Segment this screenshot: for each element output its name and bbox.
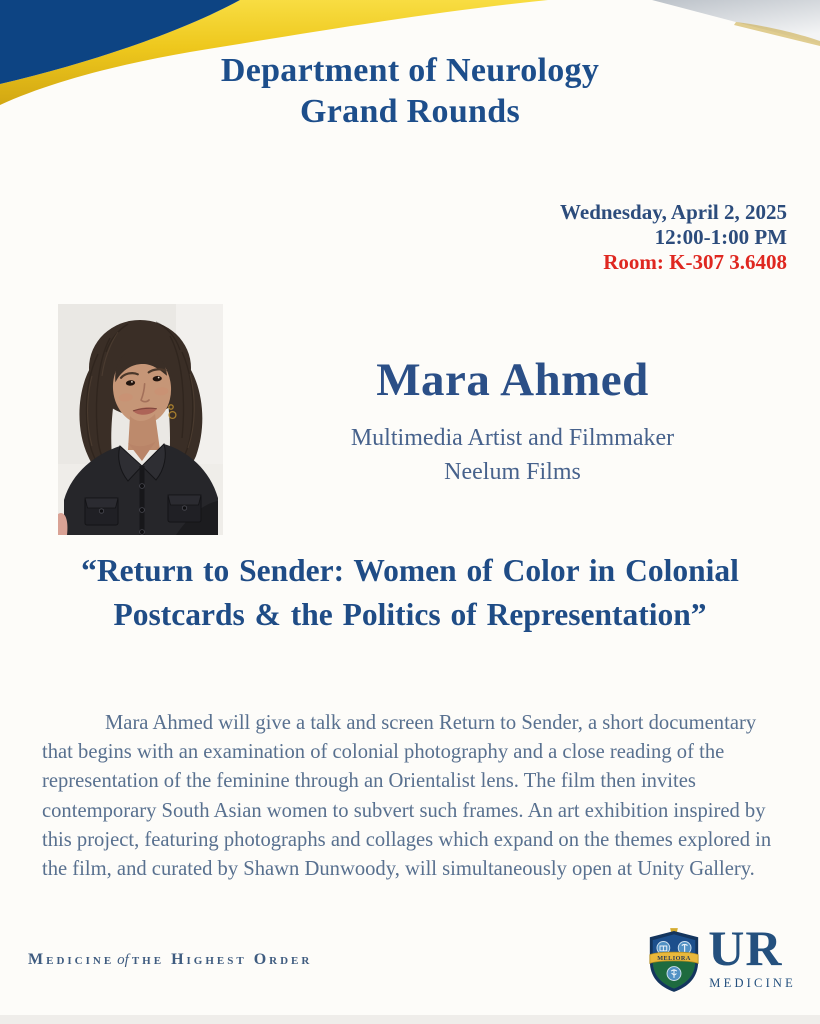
speaker-name: Mara Ahmed bbox=[376, 354, 649, 406]
footer-tagline bbox=[28, 951, 312, 969]
ur-medicine-logo-text bbox=[708, 920, 796, 991]
tagline-medicine: Medicine bbox=[28, 951, 115, 968]
speaker-block bbox=[240, 354, 785, 487]
speaker-role: Multimedia Artist and Filmmaker bbox=[350, 425, 675, 451]
speaker-organization: Neelum Films bbox=[444, 459, 581, 485]
ur-medicine-logo bbox=[645, 920, 796, 995]
ur-shield-icon bbox=[645, 925, 703, 995]
bottom-edge-band bbox=[0, 1015, 820, 1024]
logo-secondary-text: MEDICINE bbox=[709, 976, 796, 990]
talk-title-wrap bbox=[0, 549, 820, 636]
speaker-portrait-image bbox=[58, 304, 223, 535]
page-title bbox=[0, 50, 820, 132]
tagline-rest: the Highest Order bbox=[131, 951, 313, 968]
event-details bbox=[560, 200, 787, 275]
tagline-of: of bbox=[117, 952, 129, 968]
talk-title: “Return to Sender: Women of Color in Colonial Postcards & the Politics of Representation” bbox=[81, 553, 739, 632]
event-room: Room: K-307 3.6408 bbox=[603, 250, 787, 274]
shield-motto-text: MELIORA bbox=[657, 954, 692, 962]
event-time: 12:00-1:00 PM bbox=[654, 225, 787, 249]
abstract-paragraph: Mara Ahmed will give a talk and screen Return to Sender, a short documentary that begins with an examination of colonial photography and a close reading of the representation of the feminine through an Orientalist lens. The film then invites contemporary South Asian women to subvert such frames. An art exhibition inspired by this project, featuring photographs and collages which expand on the themes explored in the film, and curated by Shawn Dunwoody, will simultaneously open at Unity Gallery. bbox=[42, 712, 772, 881]
event-date: Wednesday, April 2, 2025 bbox=[560, 200, 787, 224]
page-title-line1: Department of Neurology bbox=[220, 52, 600, 89]
page-title-line2: Grand Rounds bbox=[300, 93, 520, 130]
logo-primary-text: UR bbox=[708, 920, 783, 976]
